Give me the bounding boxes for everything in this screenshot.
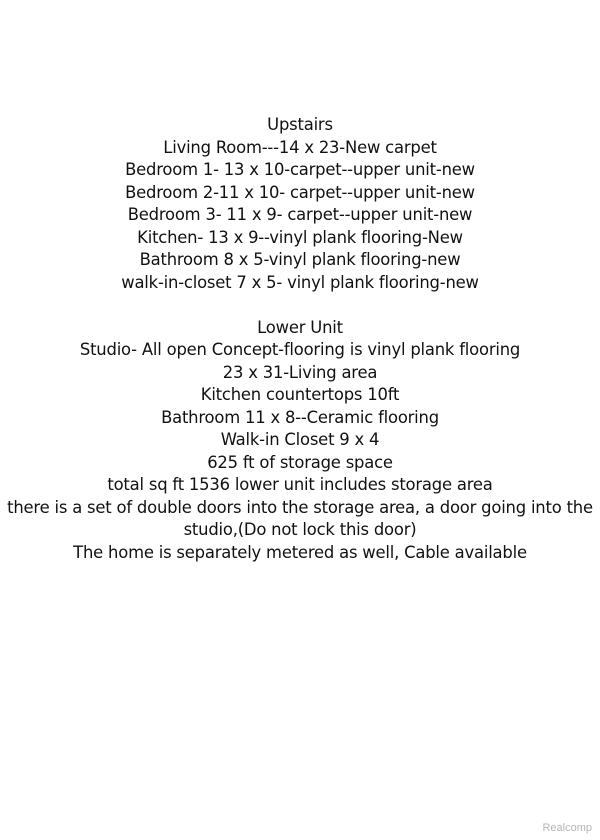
lower-line-kitchen: Kitchen countertops 10ft xyxy=(200,385,400,404)
realcomp-watermark: Realcomp xyxy=(542,822,592,834)
lower-line-storage: 625 ft of storage space xyxy=(207,452,393,472)
section-spacer xyxy=(0,294,600,317)
lower-line-bathroom: Bathroom 11 x 8--Ceramic flooring xyxy=(161,407,439,427)
upstairs-line-living-room: Living Room---14 x 23-New carpet xyxy=(163,137,437,157)
upstairs-line-bedroom-3: Bedroom 3- 11 x 9- carpet--upper unit-new xyxy=(127,205,473,224)
lower-line-doors-1: there is a set of double doors into the storage area, a door going into the xyxy=(7,497,593,517)
listing-notes xyxy=(0,114,600,564)
lower-line-total-sqft: total sq ft 1536 lower unit includes storage area xyxy=(107,475,493,494)
lower-line-living-area: 23 x 31-Living area xyxy=(222,362,378,382)
upstairs-line-bathroom: Bathroom 8 x 5-vinyl plank flooring-new xyxy=(139,250,461,269)
upstairs-heading: Upstairs xyxy=(267,115,333,134)
lower-line-doors-2: studio,(Do not lock this door) xyxy=(183,520,417,539)
lower-line-studio: Studio- All open Concept-flooring is vinyl plank flooring xyxy=(79,340,521,359)
upstairs-line-bedroom-2: Bedroom 2-11 x 10- carpet--upper unit-new xyxy=(125,182,475,202)
lower-line-closet: Walk-in Closet 9 x 4 xyxy=(220,430,380,449)
upstairs-line-closet: walk-in-closet 7 x 5- vinyl plank flooring-new xyxy=(121,272,479,292)
lower-line-metered: The home is separately metered as well, Cable available xyxy=(73,542,527,562)
lower-unit-heading: Lower Unit xyxy=(257,317,343,337)
upstairs-line-bedroom-1: Bedroom 1- 13 x 10-carpet--upper unit-new xyxy=(125,160,475,179)
upstairs-line-kitchen: Kitchen- 13 x 9--vinyl plank flooring-New xyxy=(137,227,463,247)
